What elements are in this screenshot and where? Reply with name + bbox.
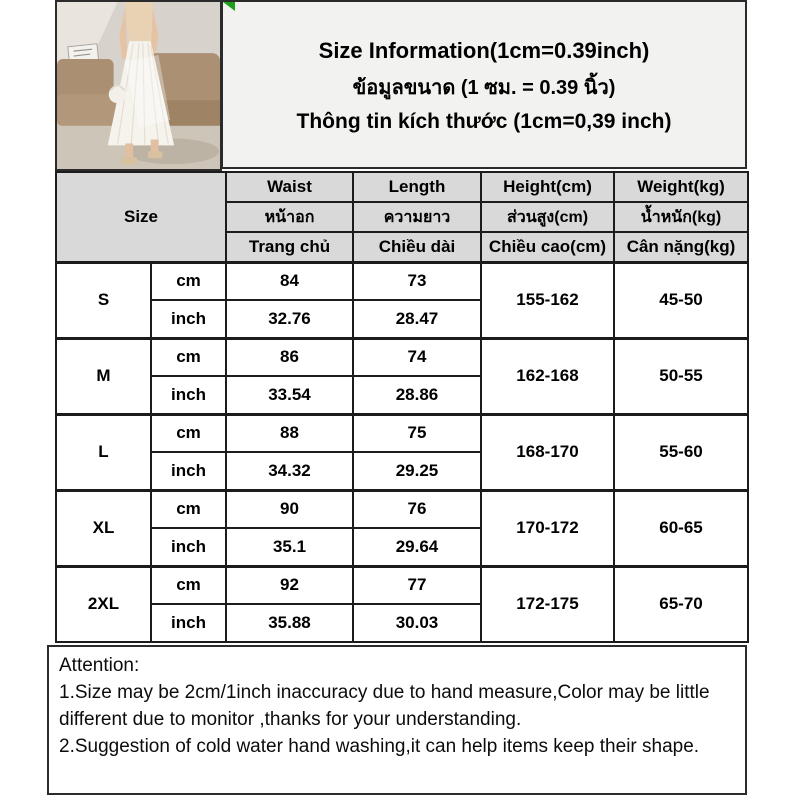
unit-cell: cm xyxy=(151,566,226,604)
value-cell: 77 xyxy=(353,566,481,604)
size-table xyxy=(55,171,749,643)
unit-cell: cm xyxy=(151,338,226,376)
size-label-cell: 2XL xyxy=(56,566,151,642)
weight-range-cell: 65-70 xyxy=(614,566,748,642)
product-photo-illustration xyxy=(57,2,220,169)
header-cell-waist-en: Waist xyxy=(226,172,353,202)
value-cell: 76 xyxy=(353,490,481,528)
unit-cell: inch xyxy=(151,604,226,642)
value-cell: 92 xyxy=(226,566,353,604)
photo-sandal xyxy=(148,151,163,158)
weight-range-cell: 60-65 xyxy=(614,490,748,566)
value-cell: 33.54 xyxy=(226,376,353,414)
header-cell-length-vi: Chiều dài xyxy=(353,232,481,262)
height-range-cell: 155-162 xyxy=(481,262,614,338)
header-cell-length-th: ความยาว xyxy=(353,202,481,232)
value-cell: 74 xyxy=(353,338,481,376)
weight-range-cell: 55-60 xyxy=(614,414,748,490)
value-cell: 90 xyxy=(226,490,353,528)
value-cell: 30.03 xyxy=(353,604,481,642)
title-thai: ข้อมูลขนาด (1 ซม. = 0.39 นิ้ว) xyxy=(352,76,616,99)
header-cell-waist-vi: Trang chủ xyxy=(226,232,353,262)
title-english: Size Information(1cm=0.39inch) xyxy=(318,37,650,63)
value-cell: 88 xyxy=(226,414,353,452)
weight-range-cell: 50-55 xyxy=(614,338,748,414)
value-cell: 34.32 xyxy=(226,452,353,490)
size-label-cell: L xyxy=(56,414,151,490)
header-cell-height-th: ส่วนสูง(cm) xyxy=(481,202,614,232)
value-cell: 28.47 xyxy=(353,300,481,338)
unit-cell: inch xyxy=(151,452,226,490)
unit-cell: inch xyxy=(151,300,226,338)
header-cell-weight-th: น้ำหนัก(kg) xyxy=(614,202,748,232)
value-cell: 32.76 xyxy=(226,300,353,338)
attention-heading: Attention: xyxy=(59,655,140,676)
size-header-cell: Size xyxy=(56,172,226,262)
unit-cell: inch xyxy=(151,376,226,414)
title-box xyxy=(222,0,747,169)
attention-box xyxy=(47,645,747,795)
green-corner-marker xyxy=(223,2,235,11)
header-cell-height-vi: Chiều cao(cm) xyxy=(481,232,614,262)
unit-cell: inch xyxy=(151,528,226,566)
height-range-cell: 172-175 xyxy=(481,566,614,642)
value-cell: 84 xyxy=(226,262,353,300)
value-cell: 28.86 xyxy=(353,376,481,414)
attention-note-2: 2.Suggestion of cold water hand washing,it can help items keep their shape. xyxy=(59,736,700,757)
unit-cell: cm xyxy=(151,490,226,528)
value-cell: 35.88 xyxy=(226,604,353,642)
header-cell-weight-vi: Cân nặng(kg) xyxy=(614,232,748,262)
attention-note-1: 1.Size may be 2cm/1inch inaccuracy due to hand measure,Color may be little different due to monitor ,thanks for your understanding. xyxy=(59,682,710,730)
photo-sandal xyxy=(121,157,137,164)
height-range-cell: 168-170 xyxy=(481,414,614,490)
product-photo xyxy=(55,0,222,171)
value-cell: 35.1 xyxy=(226,528,353,566)
size-label-cell: XL xyxy=(56,490,151,566)
size-label-cell: S xyxy=(56,262,151,338)
value-cell: 29.25 xyxy=(353,452,481,490)
photo-model-leg xyxy=(125,143,133,159)
photo-model-leg xyxy=(151,140,159,154)
header-cell-weight-en: Weight(kg) xyxy=(614,172,748,202)
value-cell: 73 xyxy=(353,262,481,300)
header-cell-height-en: Height(cm) xyxy=(481,172,614,202)
weight-range-cell: 45-50 xyxy=(614,262,748,338)
height-range-cell: 170-172 xyxy=(481,490,614,566)
unit-cell: cm xyxy=(151,414,226,452)
height-range-cell: 162-168 xyxy=(481,338,614,414)
size-label-cell: M xyxy=(56,338,151,414)
photo-model-top xyxy=(125,2,153,41)
value-cell: 86 xyxy=(226,338,353,376)
unit-cell: cm xyxy=(151,262,226,300)
header-cell-waist-th: หน้าอก xyxy=(226,202,353,232)
value-cell: 75 xyxy=(353,414,481,452)
header-cell-length-en: Length xyxy=(353,172,481,202)
title-vietnamese: Thông tin kích thước (1cm=0,39 inch) xyxy=(296,109,672,133)
value-cell: 29.64 xyxy=(353,528,481,566)
